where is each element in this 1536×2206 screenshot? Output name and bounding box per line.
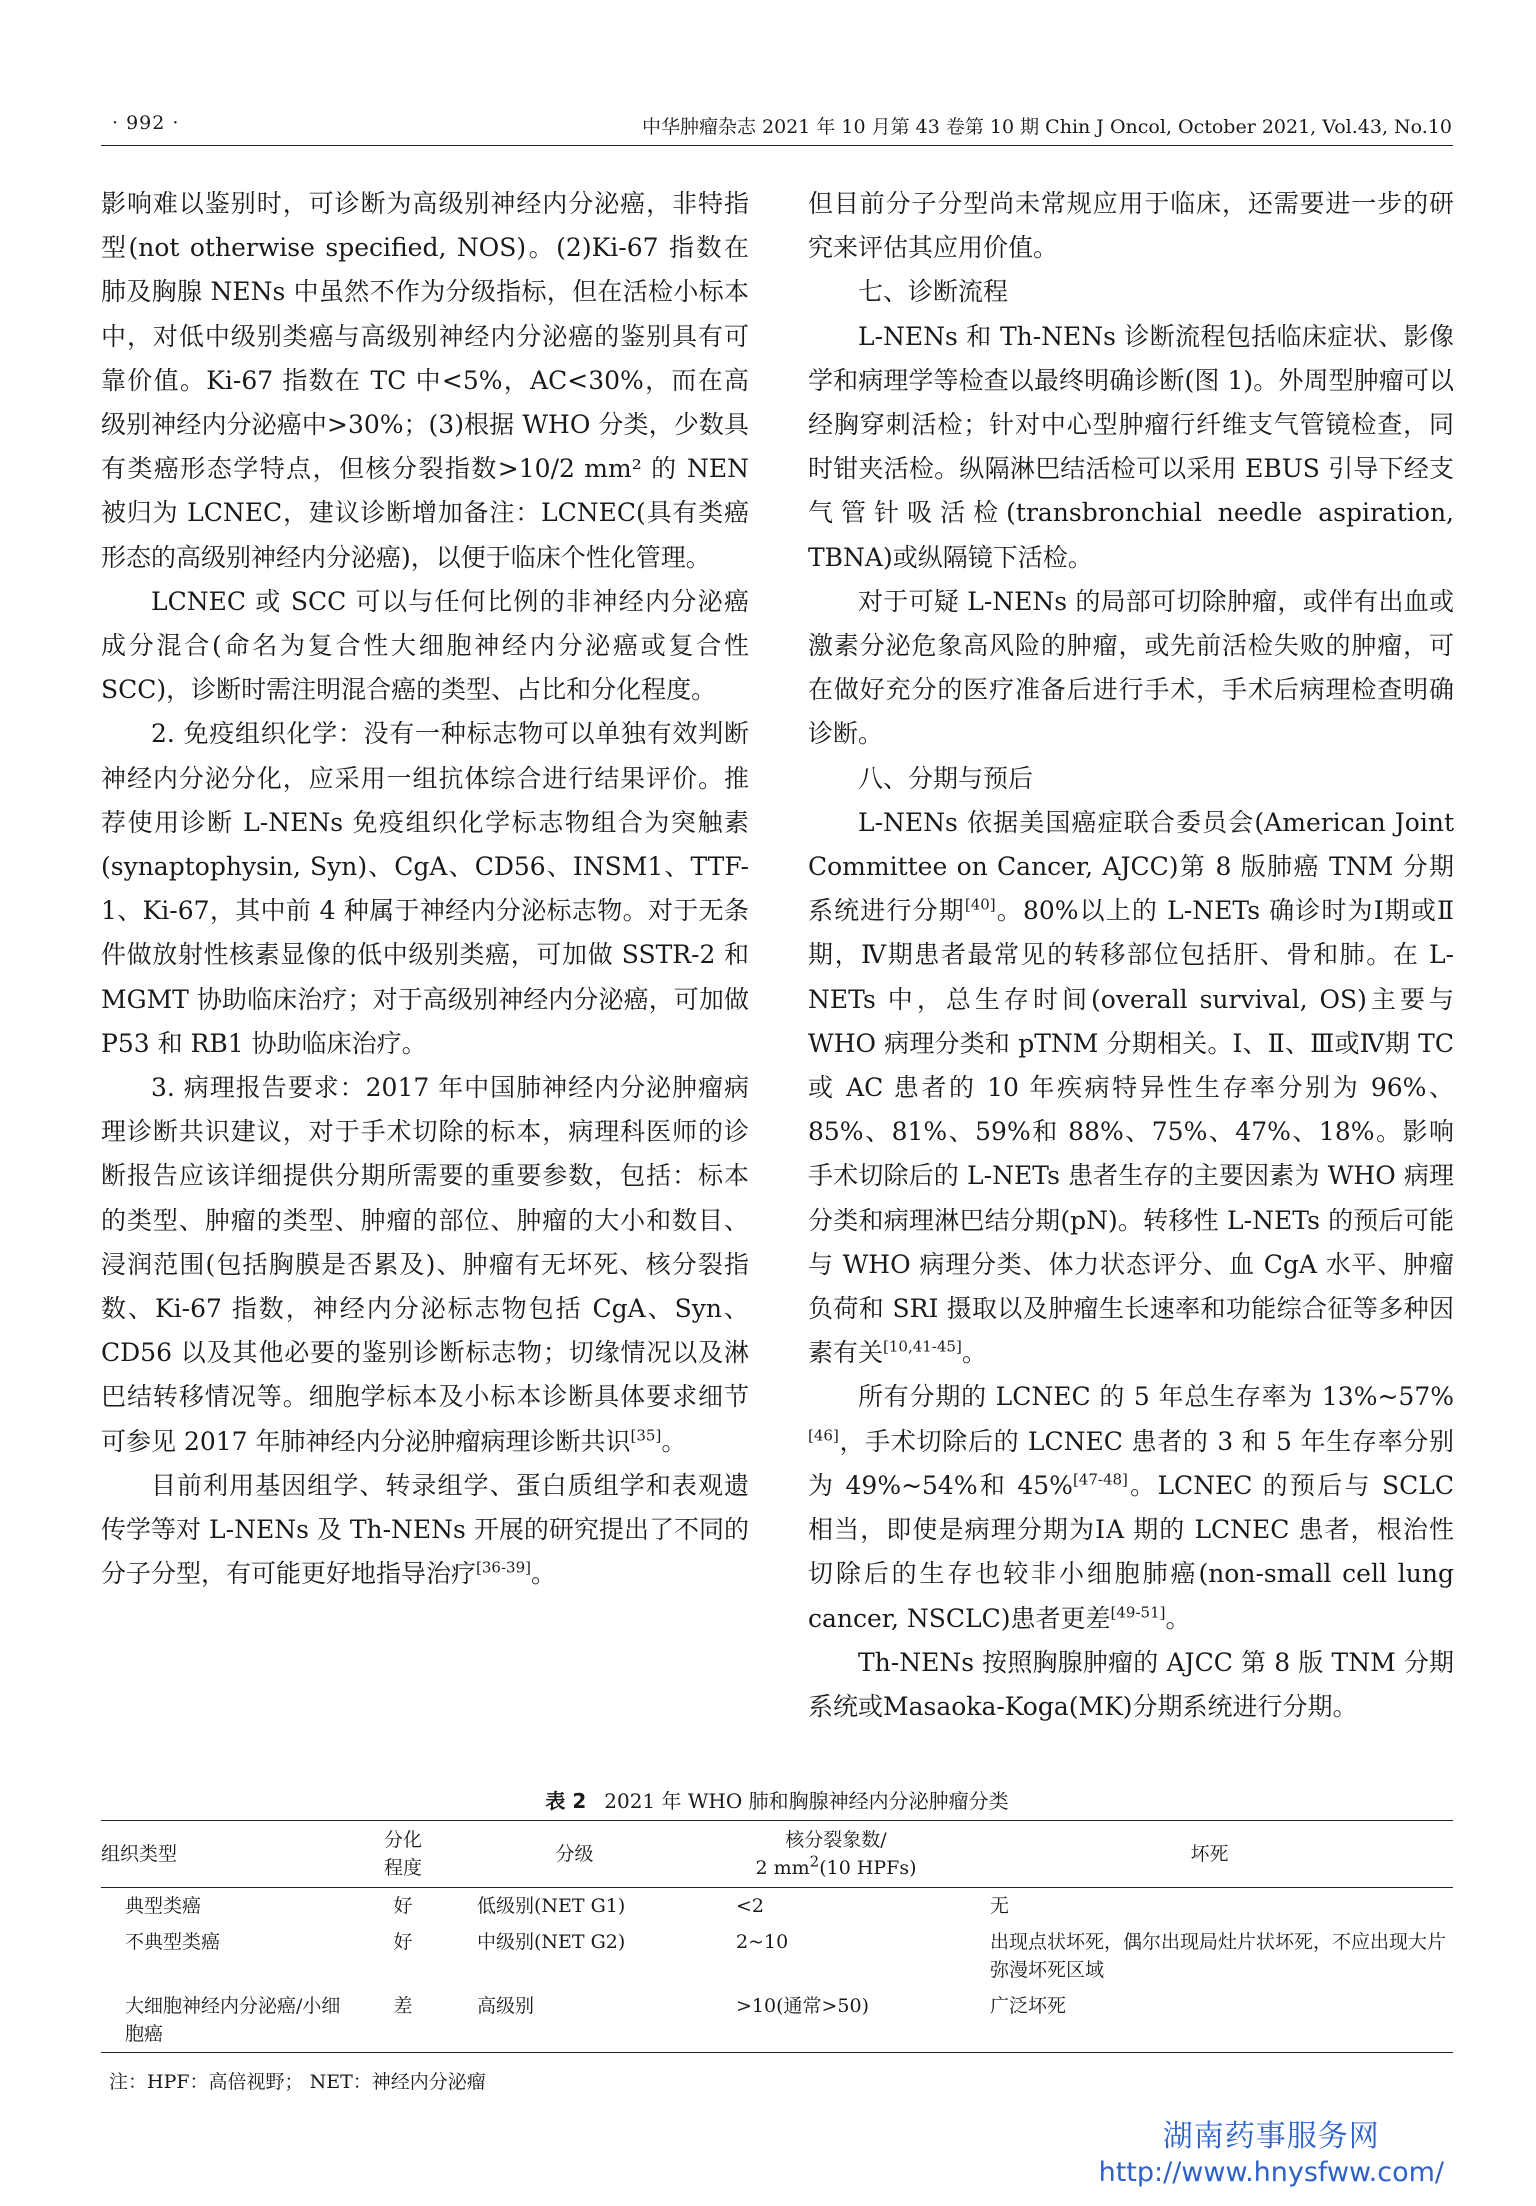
table-row: [101, 1988, 1453, 2053]
header-grade: 分级: [555, 1843, 594, 1865]
paragraph-end: 。: [530, 1559, 556, 1589]
cell-mitosis: 2~10: [736, 1931, 789, 1953]
right-column: [808, 182, 1454, 1729]
paragraph-text: L-NENs 依据美国癌症联合委员会(American Joint Committee on Cancer, AJCC)第 8 版肺癌 TNM 分期系统进行分期: [808, 807, 1454, 926]
citation-ref: [35]: [630, 1426, 662, 1445]
table-header-row: [101, 1821, 1453, 1888]
paragraph-text: 。80%以上的 L-NETs 确诊时为Ⅰ期或Ⅱ期，Ⅳ期患者最常见的转移部位包括肝、骨和肺。在 L-NETs 中，总生存时间(overall survival, OS)主要与 WHO 病理分类和 pTNM 分期相关。Ⅰ、Ⅱ、Ⅲ或Ⅳ期 TC 或 AC 患者的 10 年疾病特异性生存率分别为 96%、85%、81%、59%和 88%、75%、47%、18%。影响手术切除后的 L-NETs 患者生存的主要因素为 WHO 病理分类和病理淋巴结分期(pN)。转移性 L-NETs 的预后可能与 WHO 病理分类、体力状态评分、血 CgA 水平、肿瘤负荷和 SRI 摄取以及肿瘤生长速率和功能综合征等多种因素有关: [808, 896, 1454, 1368]
table-label: 表 2: [545, 1789, 587, 1813]
header-differentiation: 分化 程度: [383, 1829, 422, 1879]
journal-citation: 中华肿瘤杂志 2021 年 10 月第 43 卷第 10 期 Chin J Oncol, October 2021, Vol.43, No.10: [641, 116, 1452, 138]
header-mitosis: 核分裂象数/ 2 $mm^2(10$ HPFs): [755, 1829, 917, 1879]
citation-ref: [49-51]: [1110, 1603, 1166, 1622]
cell-mitosis: <2: [736, 1895, 765, 1917]
table-row: [101, 1924, 1453, 1988]
paragraph: Th-NENs 按照胸腺肿瘤的 AJCC 第 8 版 TNM 分期系统或Masaoka-Koga(MK)分期系统进行分期。: [808, 1647, 1454, 1721]
table-note: 注：HPF：高倍视野； NET：神经内分泌瘤: [109, 2071, 486, 2093]
citation-ref: [40]: [964, 895, 996, 914]
citation-ref: [36-39]: [476, 1558, 531, 1577]
left-column: [101, 182, 749, 1597]
cell-necrosis: 广泛坏死: [990, 1995, 1067, 2017]
cell-differentiation: 好: [393, 1931, 413, 1953]
header-necrosis: 坏死: [1190, 1843, 1229, 1865]
site-watermark: [1099, 2118, 1444, 2190]
running-header: [112, 112, 1452, 146]
classification-table: [101, 1820, 1453, 2053]
table-title: 2021 年 WHO 肺和胸腺神经内分泌肿瘤分类: [604, 1789, 1009, 1813]
paragraph-end: 。: [661, 1426, 687, 1456]
cell-type: 大细胞神经内分泌癌/小细胞癌: [125, 1995, 341, 2045]
table-row: [101, 1888, 1453, 1925]
cell-necrosis: 出现点状坏死，偶尔出现局灶片状坏死，不应出现大片弥漫坏死区域: [990, 1931, 1447, 1981]
paragraph: 2. 免疫组织化学：没有一种标志物可以单独有效判断神经内分泌分化，应采用一组抗体综合进行结果评价。推荐使用诊断 L-NENs 免疫组织化学标志物组合为突触素(synaptophysin, Syn)、CgA、CD56、INSM1、TTF-1、Ki-67，其中前 4 种属于神经内分泌标志物。对于无条件做放射性核素显像的低中级别类癌，可加做 SSTR-2 和 MGMT 协助临床治疗；对于高级别神经内分泌癌，可加做 P53 和 RB1 协助临床治疗。: [101, 719, 749, 1058]
paragraph: LCNEC 或 SCC 可以与任何比例的非神经内分泌癌成分混合(命名为复合性大细胞神经内分泌癌或复合性 SCC)，诊断时需注明混合癌的类型、占比和分化程度。: [101, 586, 749, 705]
paragraph: [101, 1464, 749, 1597]
paragraph-text: 目前利用基因组学、转录组学、蛋白质组学和表观遗传学等对 L-NENs 及 Th-NENs 开展的研究提出了不同的分子分型，有可能更好地指导治疗: [101, 1470, 749, 1589]
cell-type: 不典型类癌: [125, 1931, 221, 1953]
paragraph-text: 所有分期的 LCNEC 的 5 年总生存率为 13%~57%: [858, 1382, 1454, 1412]
cell-differentiation: 好: [393, 1895, 413, 1917]
section-heading: 七、诊断流程: [858, 277, 1009, 307]
citation-ref: [46]: [808, 1426, 839, 1445]
paragraph: L-NENs 和 Th-NENs 诊断流程包括临床症状、影像学和病理学等检查以最终明确诊断(图 1)。外周型肿瘤可以经胸穿刺活检；针对中心型肿瘤行纤维支气管镜检查，同时钳夹活检。纵隔淋巴结活检可以采用 EBUS 引导下经支气管针吸活检(transbronchial needle aspiration, TBNA)或纵隔镜下活检。: [808, 321, 1454, 572]
header-type: 组织类型: [101, 1843, 178, 1865]
paragraph-text: 。LCNEC 的预后与 SCLC 相当，即使是病理分期为ⅠA 期的 LCNEC 患者，根治性切除后的生存也较非小细胞肺癌(non-small cell lung cancer, NSCLC)患者更差: [808, 1470, 1454, 1633]
paragraph: [808, 801, 1454, 1376]
paragraph: 影响难以鉴别时，可诊断为高级别神经内分泌癌，非特指型(not otherwise specified, NOS)。(2)Ki-67 指数在肺及胸腺 NENs 中虽然不作为分级指标，但在活检小标本中，对低中级别类癌与高级别神经内分泌癌的鉴别具有可靠价值。Ki-67 指数在 TC 中<5%，AC<30%，而在高级别神经内分泌癌中>30%；(3)根据 WHO 分类，少数具有类癌形态学特点，但核分裂指数>10/2 mm² 的 NEN 被归为 LCNEC，建议诊断增加备注：LCNEC(具有类癌形态的高级别神经内分泌癌)，以便于临床个性化管理。: [101, 189, 749, 572]
header-rule: [101, 145, 1453, 146]
cell-necrosis: 无: [990, 1895, 1010, 1917]
paragraph-text: 3. 病理报告要求：2017 年中国肺神经内分泌肿瘤病理诊断共识建议，对于手术切除的标本，病理科医师的诊断报告应该详细提供分期所需要的重要参数，包括：标本的类型、肿瘤的类型、肿瘤的部位、肿瘤的大小和数目、浸润范围(包括胸膜是否累及)、肿瘤有无坏死、核分裂指数、Ki-67 指数，神经内分泌标志物包括 CgA、Syn、CD56 以及其他必要的鉴别诊断标志物；切缘情况以及淋巴结转移情况等。细胞学标本及小标本诊断具体要求细节可参见 2017 年肺神经内分泌肿瘤病理诊断共识: [101, 1073, 749, 1456]
cell-type: 典型类癌: [125, 1895, 202, 1917]
cell-grade: 中级别(NET G2): [477, 1931, 626, 1953]
cell-grade: 高级别: [477, 1995, 535, 2017]
cell-differentiation: 差: [393, 1995, 413, 2017]
citation-ref: [10,41-45]: [883, 1337, 962, 1356]
paragraph-end: 。: [961, 1338, 987, 1368]
paragraph: [101, 1066, 749, 1464]
section-heading: 八、分期与预后: [858, 763, 1034, 793]
watermark-name: 湖南药事服务网: [1162, 2119, 1380, 2154]
paragraph: 对于可疑 L-NENs 的局部可切除肿瘤，或伴有出血或激素分泌危象高风险的肿瘤，或先前活检失败的肿瘤，可在做好充分的医疗准备后进行手术，手术后病理检查明确诊断。: [808, 586, 1454, 749]
watermark-url: http://www.hnysfww.com/: [1098, 2157, 1444, 2188]
cell-grade: 低级别(NET G1): [477, 1895, 626, 1917]
table-caption: [101, 1786, 1453, 1820]
paragraph: 但目前分子分型尚未常规应用于临床，还需要进一步的研究来评估其应用价值。: [808, 189, 1454, 263]
paragraph-end: 。: [1165, 1603, 1191, 1633]
citation-ref: [47-48]: [1072, 1470, 1128, 1489]
table-2: [101, 1786, 1453, 2094]
page-number: · 992 ·: [112, 112, 180, 134]
paragraph: [808, 1375, 1454, 1640]
paragraph-text: ，手术切除后的 LCNEC 患者的 3 和 5 年生存率分别为 49%~54%和 45%: [808, 1426, 1454, 1500]
cell-mitosis: >10(通常>50): [736, 1995, 870, 2017]
